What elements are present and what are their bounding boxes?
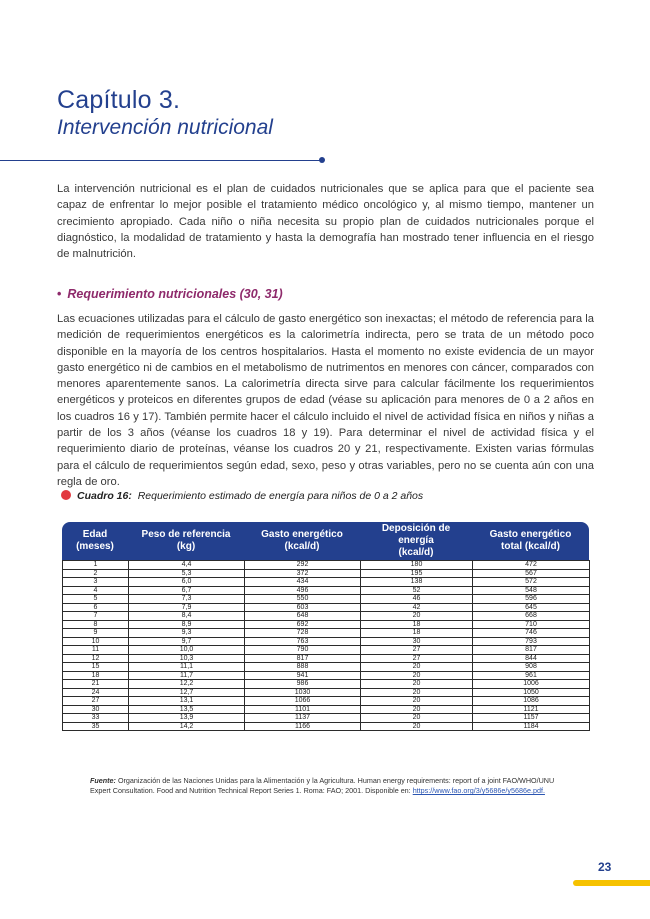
table-cell: 1066 (245, 697, 361, 706)
table-row (63, 671, 590, 680)
section-heading-text: Requerimiento nutricionales (30, 31) (67, 287, 283, 301)
table-cell: 15 (63, 663, 129, 672)
table-row (63, 595, 590, 604)
table-cell: 6 (63, 603, 129, 612)
table-cell: 20 (361, 722, 473, 731)
table-cell: 10 (63, 637, 129, 646)
table-cell: 888 (245, 663, 361, 672)
table-cell: 180 (361, 561, 473, 570)
table-row (63, 569, 590, 578)
table-cell: 20 (361, 671, 473, 680)
cuadro-label: Cuadro 16: (77, 490, 132, 502)
page-accent-bar (573, 880, 650, 886)
table-cell: 434 (245, 578, 361, 587)
table-cell: 550 (245, 595, 361, 604)
table-cell: 20 (361, 714, 473, 723)
table-cell: 603 (245, 603, 361, 612)
table-cell: 35 (63, 722, 129, 731)
table-cell: 12,2 (129, 680, 245, 689)
table-cell: 10,0 (129, 646, 245, 655)
source-note (90, 776, 570, 796)
chapter-title: Intervención nutricional (57, 116, 273, 139)
table-cell: 817 (245, 654, 361, 663)
table-cell: 11,1 (129, 663, 245, 672)
table-cell: 572 (473, 578, 590, 587)
table-cell: 496 (245, 586, 361, 595)
table-cell: 1166 (245, 722, 361, 731)
table-cell: 908 (473, 663, 590, 672)
table-cell: 292 (245, 561, 361, 570)
table-cell: 24 (63, 688, 129, 697)
table-cell: 548 (473, 586, 590, 595)
table-cell: 1137 (245, 714, 361, 723)
table-cell: 20 (361, 612, 473, 621)
table-cell: 746 (473, 629, 590, 638)
table-cell: 1121 (473, 705, 590, 714)
table-cell: 10,3 (129, 654, 245, 663)
table-cell: 18 (361, 620, 473, 629)
table-cell: 6,0 (129, 578, 245, 587)
table-cell: 1030 (245, 688, 361, 697)
table-cell: 1101 (245, 705, 361, 714)
table-cell: 8,9 (129, 620, 245, 629)
cuadro-caption (61, 490, 423, 502)
header-deposicion: Deposición de energía (kcal/d) (381, 523, 451, 558)
table-cell: 13,9 (129, 714, 245, 723)
header-peso: Peso de referencia (kg) (141, 529, 231, 552)
table-cell: 18 (361, 629, 473, 638)
table-row (63, 697, 590, 706)
header-gasto: Gasto energético (kcal/d) (261, 529, 343, 552)
table-cell: 4,4 (129, 561, 245, 570)
table-cell: 2 (63, 569, 129, 578)
table-cell: 8,4 (129, 612, 245, 621)
table-cell: 4 (63, 586, 129, 595)
table-cell: 1157 (473, 714, 590, 723)
table-cell: 986 (245, 680, 361, 689)
table-cell: 33 (63, 714, 129, 723)
title-rule (0, 160, 322, 161)
table-cell: 20 (361, 680, 473, 689)
table-row (63, 714, 590, 723)
table-cell: 645 (473, 603, 590, 612)
table-cell: 372 (245, 569, 361, 578)
header-gasto-total: Gasto energético total (kcal/d) (489, 529, 572, 552)
table-cell: 793 (473, 637, 590, 646)
table-cell: 138 (361, 578, 473, 587)
energy-table (62, 522, 589, 731)
table-row (63, 637, 590, 646)
table-row (63, 603, 590, 612)
table-cell: 668 (473, 612, 590, 621)
table-cell: 648 (245, 612, 361, 621)
table-cell: 961 (473, 671, 590, 680)
table-cell: 20 (361, 688, 473, 697)
table-cell: 728 (245, 629, 361, 638)
table-cell: 763 (245, 637, 361, 646)
table-cell: 5,3 (129, 569, 245, 578)
table-cell: 6,7 (129, 586, 245, 595)
cuadro-title: Requerimiento estimado de energía para niños de 0 a 2 años (137, 490, 424, 502)
table-row (63, 620, 590, 629)
table-cell: 12,7 (129, 688, 245, 697)
table-row (63, 586, 590, 595)
table-cell: 42 (361, 603, 473, 612)
table-row (63, 561, 590, 570)
table-cell: 27 (361, 646, 473, 655)
table-cell: 817 (473, 646, 590, 655)
table-cell: 3 (63, 578, 129, 587)
table-cell: 46 (361, 595, 473, 604)
table-cell: 7,9 (129, 603, 245, 612)
table-row (63, 705, 590, 714)
table-cell: 7,3 (129, 595, 245, 604)
table-row (63, 680, 590, 689)
red-dot-icon (61, 490, 71, 500)
table-cell: 692 (245, 620, 361, 629)
table-row (63, 722, 590, 731)
chapter-number: Capítulo 3. (57, 86, 181, 114)
table-cell: 195 (361, 569, 473, 578)
table-cell: 13,1 (129, 697, 245, 706)
table-cell: 27 (63, 697, 129, 706)
title-rule-dot (319, 157, 325, 163)
table-cell: 20 (361, 663, 473, 672)
table-cell: 8 (63, 620, 129, 629)
table-cell: 12 (63, 654, 129, 663)
table-body (62, 560, 590, 731)
table-cell: 27 (361, 654, 473, 663)
header-edad: Edad (meses) (76, 529, 114, 552)
requirement-paragraph: Las ecuaciones utilizadas para el cálculo de gasto energético son inexactas; el método de referencia para la medición de requerimientos energéticos es la calorimetría indirecta, pero se trata de un método poco disponible en la mayoría de los centros hospitalarios. Hasta el momento no existe evidencia de un mayor gasto energético ni de cambios en el metabolismo de nutrimentos en menores con cáncer, comparados con menores aparentemente sanos. La calorimetría directa sirve para calcular fácilmente los requerimientos energéticos y proteicos en diferentes grupos de edad (véase su aplicación para menores de 0 a 2 años en los cuadros 16 y 17). También permite hacer el cálculo incluido el nivel de actividad física en niños y niñas a partir de los 3 años (véanse los cuadros 18 y 19). Para determinar el nivel de actividad física y el requerimiento diario de proteínas, véanse los cuadros 20 y 21, respectivamente. Existen varias fórmulas para el cálculo de requerimientos según edad, sexo, peso y otras variables, pero no se cuenta aún con una regla de oro. (57, 313, 594, 488)
table-cell: 567 (473, 569, 590, 578)
table-cell: 52 (361, 586, 473, 595)
source-link[interactable]: https://www.fao.org/3/y5686e/y5686e.pdf. (412, 786, 545, 795)
bullet-icon: • (57, 287, 62, 301)
table-cell: 1006 (473, 680, 590, 689)
table-cell: 14,2 (129, 722, 245, 731)
page-number: 23 (598, 860, 612, 874)
table-cell: 20 (361, 705, 473, 714)
table-row (63, 654, 590, 663)
table-row (63, 646, 590, 655)
table-cell: 1050 (473, 688, 590, 697)
table-header (62, 522, 589, 560)
table-cell: 30 (361, 637, 473, 646)
table-cell: 844 (473, 654, 590, 663)
table-cell: 30 (63, 705, 129, 714)
table-cell: 9 (63, 629, 129, 638)
table-row (63, 663, 590, 672)
source-text: Organización de las Naciones Unidas para la Alimentación y la Agricultura. Human energy requirements: report of a joint FAO/WHO/UNU Expert Consultation. Food and Nutrition Technical Report Series 1. Roma: FAO; 2001. Disponible en: (90, 776, 555, 795)
table-cell: 1184 (473, 722, 590, 731)
table-cell: 9,7 (129, 637, 245, 646)
table-row (63, 578, 590, 587)
source-label: Fuente: (90, 776, 116, 785)
table-cell: 472 (473, 561, 590, 570)
table-cell: 11,7 (129, 671, 245, 680)
table-cell: 596 (473, 595, 590, 604)
table-cell: 21 (63, 680, 129, 689)
table-row (63, 612, 590, 621)
table-cell: 790 (245, 646, 361, 655)
table-cell: 9,3 (129, 629, 245, 638)
table-cell: 18 (63, 671, 129, 680)
table-row (63, 688, 590, 697)
table-cell: 20 (361, 697, 473, 706)
table-cell: 1 (63, 561, 129, 570)
table-cell: 710 (473, 620, 590, 629)
table-cell: 7 (63, 612, 129, 621)
table-row (63, 629, 590, 638)
section-heading (57, 287, 283, 301)
intro-paragraph: La intervención nutricional es el plan de cuidados nutricionales que se aplica para que el paciente sea capaz de enfrentar lo mejor posible el tratamiento médico oncológico y, al mismo tiempo, mantener un crecimiento apropiado. Cada niño o niña necesita su propio plan de cuidados nutricionales porque el diagnóstico, la modalidad de tratamiento y hasta la demografía han mostrado tener influencia en el riesgo de malnutrición. (57, 183, 594, 261)
table-cell: 13,5 (129, 705, 245, 714)
table-cell: 941 (245, 671, 361, 680)
table-cell: 5 (63, 595, 129, 604)
table-cell: 1086 (473, 697, 590, 706)
table-cell: 11 (63, 646, 129, 655)
